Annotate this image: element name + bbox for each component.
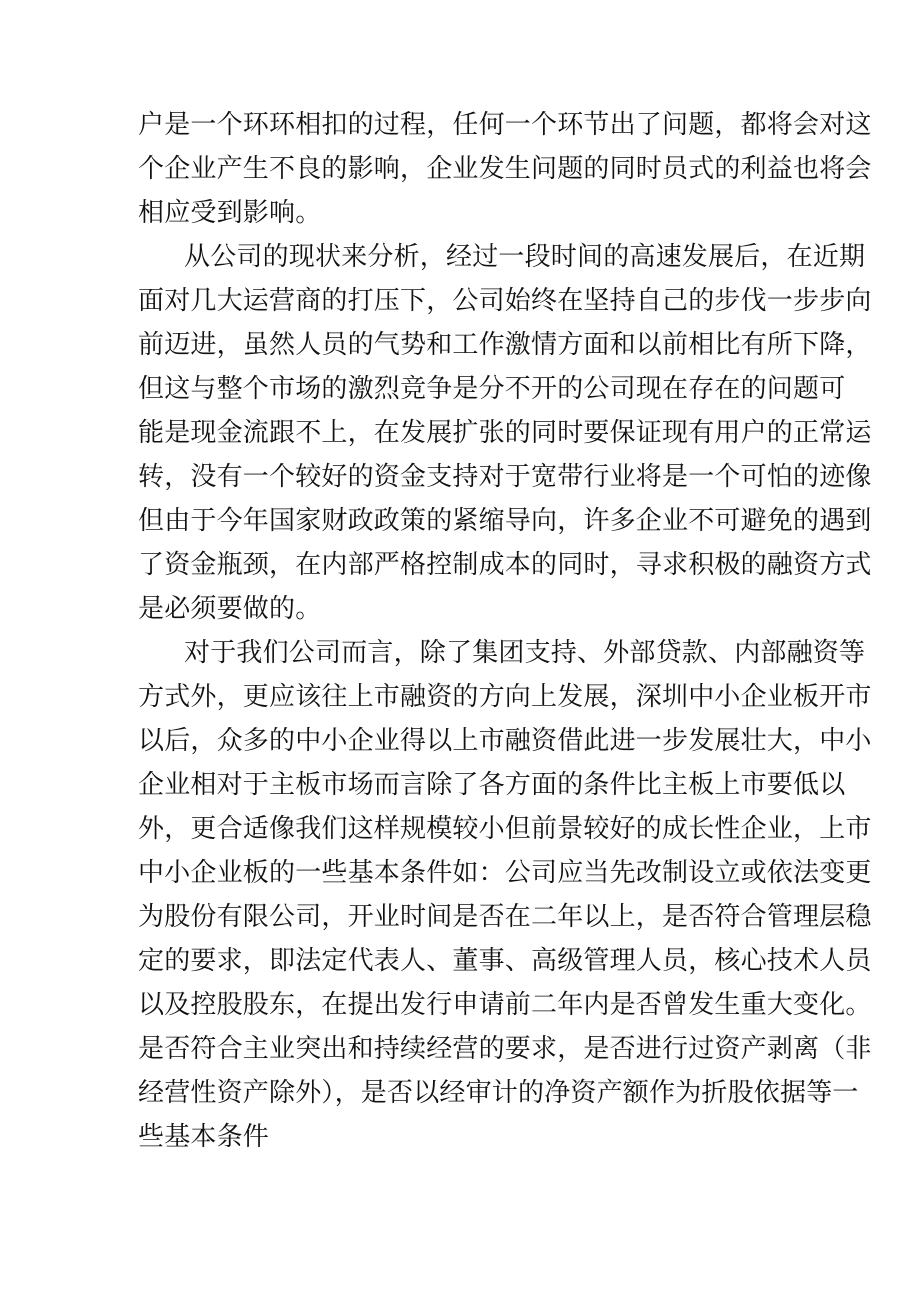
text-line: 户是一个环环相扣的过程，任何一个环节出了问题，都将会对这 bbox=[138, 110, 872, 140]
text-line: 以后，众多的中小企业得以上市融资借此进一步发展壮大，中小 bbox=[138, 726, 872, 756]
text-line: 企业相对于主板市场而言除了各方面的条件比主板上市要低以 bbox=[138, 770, 846, 800]
paragraph bbox=[138, 103, 872, 235]
text-line: 能是现金流跟不上，在发展扩张的同时要保证现有用户的正常运 bbox=[138, 418, 872, 448]
text-line: 个企业产生不良的影响，企业发生问题的同时员式的利益也将会 bbox=[138, 154, 872, 184]
text-line: 些基本条件 bbox=[138, 1122, 270, 1152]
text-line: 是否符合主业突出和持续经营的要求，是否进行过资产剥离（非 bbox=[138, 1034, 872, 1064]
text-line: 相应受到影响。 bbox=[138, 198, 322, 228]
text-line: 转，没有一个较好的资金支持对于宽带行业将是一个可怕的迹像 bbox=[138, 462, 872, 492]
text-line: 中小企业板的一些基本条件如：公司应当先改制设立或依法变更 bbox=[138, 858, 872, 888]
text-line: 但由于今年国家财政政策的紧缩导向，许多企业不可避免的遇到 bbox=[138, 506, 872, 536]
paragraph bbox=[138, 235, 872, 631]
text-line: 面对几大运营商的打压下，公司始终在坚持自己的步伐一步步向 bbox=[138, 286, 872, 316]
text-line: 前迈进，虽然人员的气势和工作激情方面和以前相比有所下降， bbox=[138, 330, 872, 360]
paragraph bbox=[138, 631, 872, 1159]
text-line: 为股份有限公司，开业时间是否在二年以上，是否符合管理层稳 bbox=[138, 902, 872, 932]
text-line: 是必须要做的。 bbox=[138, 594, 322, 624]
document-body bbox=[138, 103, 872, 1159]
text-line: 定的要求，即法定代表人、董事、高级管理人员，核心技术人员 bbox=[138, 946, 872, 976]
text-line: 了资金瓶颈，在内部严格控制成本的同时，寻求积极的融资方式 bbox=[138, 550, 872, 580]
text-line: 经营性资产除外），是否以经审计的净资产额作为折股依据等一 bbox=[138, 1078, 859, 1108]
text-line: 对于我们公司而言，除了集团支持、外部贷款、内部融资等 bbox=[184, 638, 866, 668]
text-line: 从公司的现状来分析，经过一段时间的高速发展后，在近期 bbox=[184, 242, 866, 272]
text-line: 方式外，更应该往上市融资的方向上发展，深圳中小企业板开市 bbox=[138, 682, 872, 712]
text-line: 但这与整个市场的激烈竞争是分不开的公司现在存在的问题可 bbox=[138, 374, 846, 404]
text-line: 以及控股股东，在提出发行申请前二年内是否曾发生重大变化。 bbox=[138, 990, 872, 1020]
text-line: 外，更合适像我们这样规模较小但前景较好的成长性企业，上市 bbox=[138, 814, 872, 844]
